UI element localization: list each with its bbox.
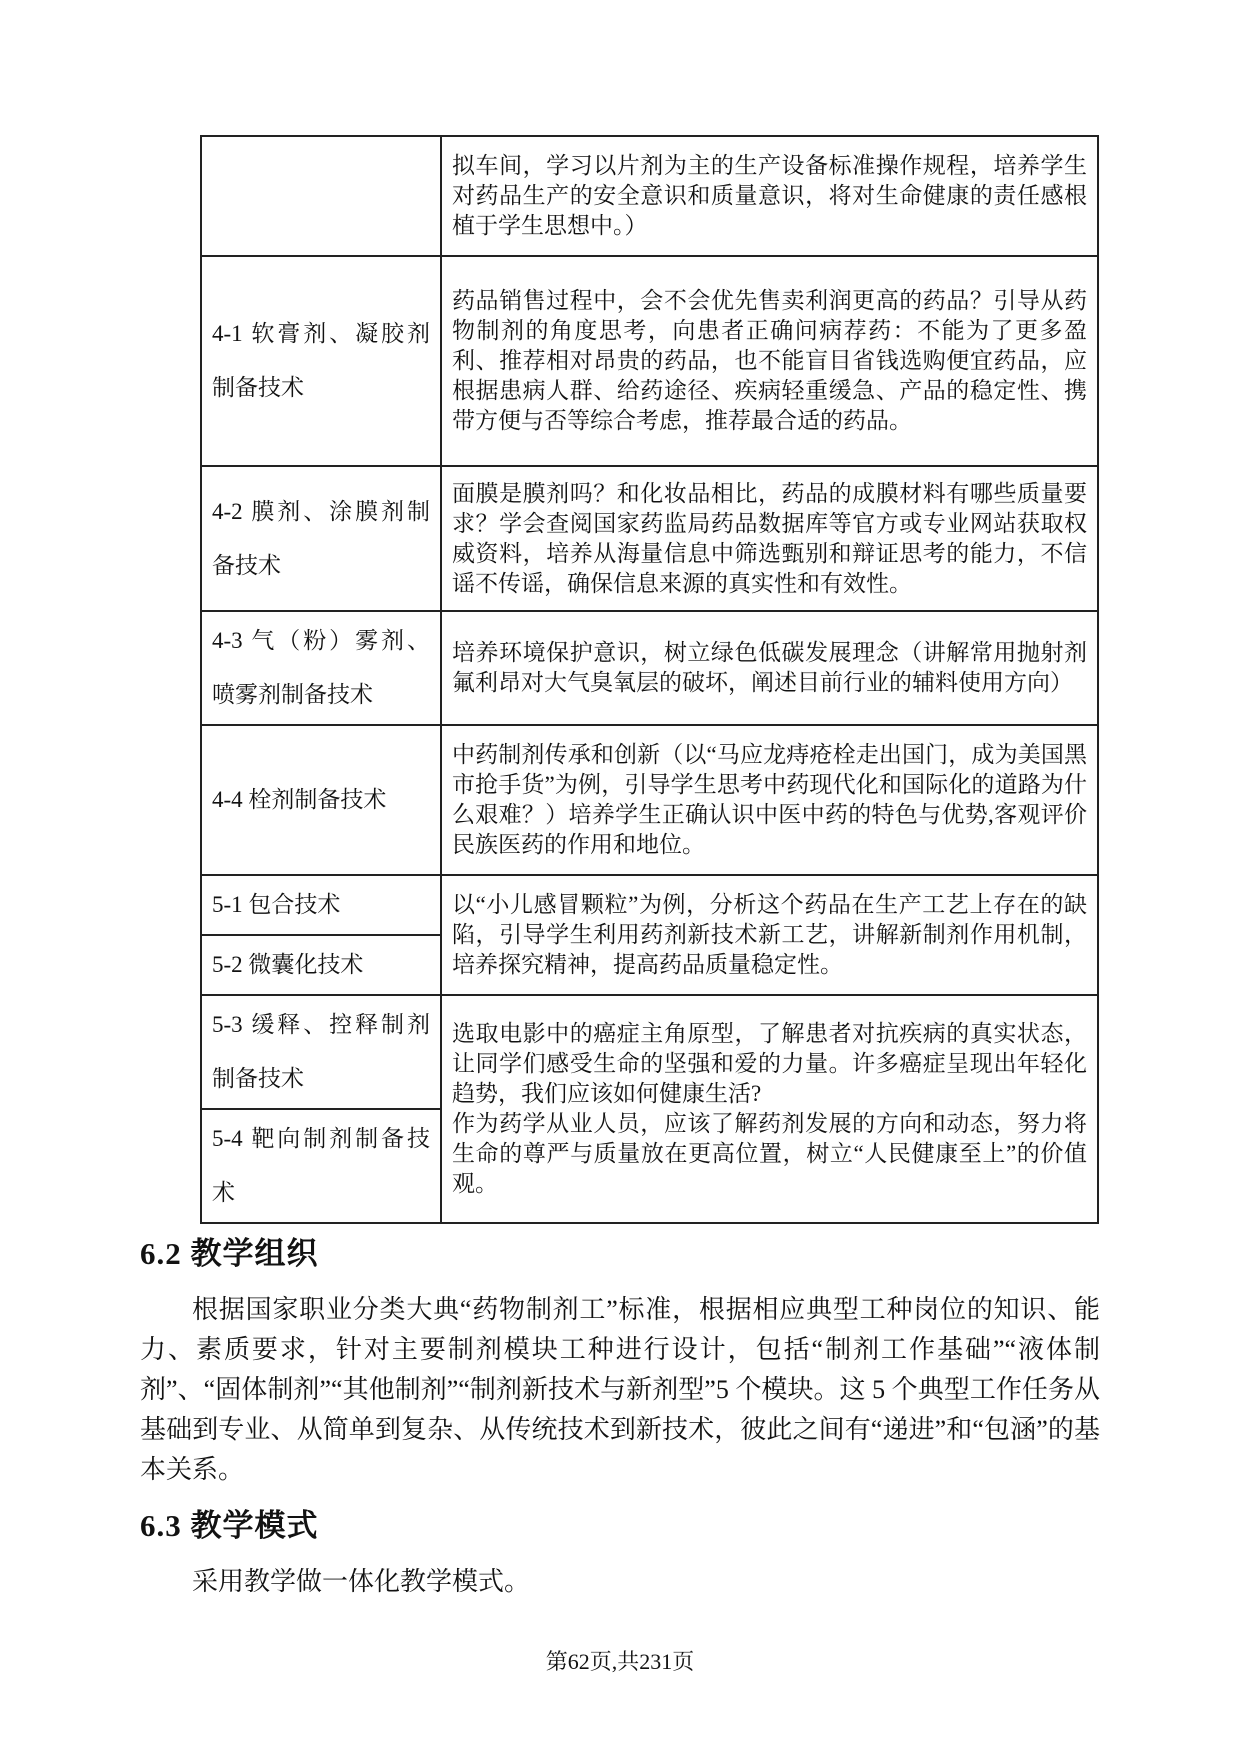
task-label-cell: 4-4 栓剂制备技术 bbox=[201, 725, 441, 875]
table-row bbox=[201, 995, 1098, 1109]
table-row bbox=[201, 725, 1098, 875]
table-row bbox=[201, 611, 1098, 725]
page-footer: 第62页,共231页 bbox=[545, 1649, 695, 1674]
task-label-cell: 4-1 软膏剂、凝胶剂制备技术 bbox=[201, 256, 441, 466]
task-label-cell: 5-3 缓释、控释制剂制备技术 bbox=[201, 995, 441, 1109]
task-label-cell: 4-3 气（粉）雾剂、喷雾剂制备技术 bbox=[201, 611, 441, 725]
task-label-cell: 4-2 膜剂、涂膜剂制备技术 bbox=[201, 466, 441, 611]
task-label-cell: 5-2 微囊化技术 bbox=[201, 935, 441, 995]
task-label-cell: 5-4 靶向制剂制备技术 bbox=[201, 1109, 441, 1223]
section-heading-6-3: 6.3 教学模式 bbox=[140, 1508, 319, 1543]
task-label-cell: 5-1 包合技术 bbox=[201, 875, 441, 935]
table-row bbox=[201, 136, 1098, 256]
ideology-content-cell-merged bbox=[441, 995, 1098, 1223]
section-body-6-3: 采用教学做一体化教学模式。 bbox=[192, 1567, 531, 1596]
table-row bbox=[201, 875, 1098, 935]
ideology-content-cell-merged: 以“小儿感冒颗粒”为例，分析这个药品在生产工艺上存在的缺陷，引导学生利用药剂新技术新工艺，讲解新制剂作用机制，培养探究精神，提高药品质量稳定性。 bbox=[441, 875, 1098, 995]
content-paragraph: 选取电影中的癌症主角原型，了解患者对抗疾病的真实状态，让同学们感受生命的坚强和爱的力量。许多癌症呈现出年轻化趋势，我们应该如何健康生活? bbox=[452, 1021, 1087, 1106]
section-heading-6-2: 6.2 教学组织 bbox=[140, 1236, 319, 1271]
table-row bbox=[201, 466, 1098, 611]
ideology-content-cell: 面膜是膜剂吗？和化妆品相比，药品的成膜材料有哪些质量要求？学会查阅国家药监局药品数据库等官方或专业网站获取权威资料，培养从海量信息中筛选甄别和辩证思考的能力，不信谣不传谣，确保信息来源的真实性和有效性。 bbox=[441, 466, 1098, 611]
content-paragraph: 作为药学从业人员，应该了解药剂发展的方向和动态，努力将生命的尊严与质量放在更高位置，树立“人民健康至上”的价值观。 bbox=[452, 1111, 1087, 1196]
ideology-content-cell: 拟车间，学习以片剂为主的生产设备标准操作规程，培养学生对药品生产的安全意识和质量意识，将对生命健康的责任感根植于学生思想中。） bbox=[441, 136, 1098, 256]
ideology-content-cell: 中药制剂传承和创新（以“马应龙痔疮栓走出国门，成为美国黑市抢手货”为例，引导学生思考中药现代化和国际化的道路为什么艰难？）培养学生正确认识中医中药的特色与优势,客观评价民族医药的作用和地位。 bbox=[441, 725, 1098, 875]
section-body-6-2: 根据国家职业分类大典“药物制剂工”标准，根据相应典型工种岗位的知识、能力、素质要求，针对主要制剂模块工种进行设计，包括“制剂工作基础”“液体制剂”、“固体制剂”“其他制剂”“制剂新技术与新剂型”5 个模块。这 5 个典型工作任务从基础到专业、从简单到复杂、从传统技术到新技术，彼此之间有“递进”和“包涵”的基本关系。 bbox=[140, 1295, 1100, 1484]
ideology-content-cell: 药品销售过程中，会不会优先售卖利润更高的药品？引导从药物制剂的角度思考，向患者正确问病荐药：不能为了更多盈利、推荐相对昂贵的药品，也不能盲目省钱选购便宜药品，应根据患病人群、给药途径、疾病轻重缓急、产品的稳定性、携带方便与否等综合考虑，推荐最合适的药品。 bbox=[441, 256, 1098, 466]
task-label-cell bbox=[201, 136, 441, 256]
ideology-content-cell: 培养环境保护意识，树立绿色低碳发展理念（讲解常用抛射剂氟利昂对大气臭氧层的破坏，阐述目前行业的辅料使用方向） bbox=[441, 611, 1098, 725]
course-ideology-table bbox=[200, 135, 1099, 1224]
table-row bbox=[201, 256, 1098, 466]
